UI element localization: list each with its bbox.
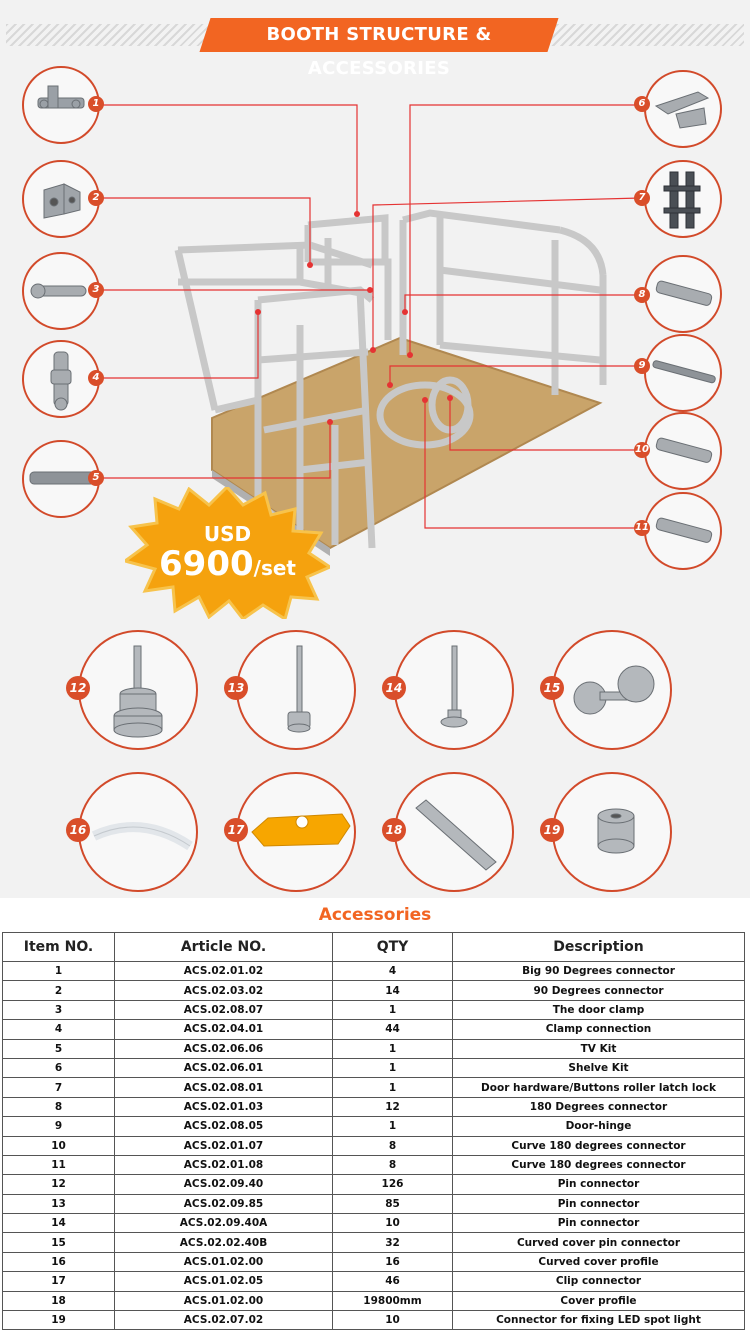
cell-qty: 1 [333,1000,453,1019]
table-row [3,1097,745,1116]
cell-description: Door-hinge [453,1117,745,1136]
cell-qty: 85 [333,1194,453,1213]
page-title: BOOTH STRUCTURE & ACCESSORIES [266,24,492,79]
accessories-title: Accessories [318,905,432,925]
header-description: Description [453,933,745,962]
callout-1-number: 1 [88,96,104,112]
cell-article-no: ACS.02.01.02 [115,962,333,981]
callout-10-curve-180-connector [644,412,722,490]
cell-article-no: ACS.02.01.07 [115,1136,333,1155]
callout-9-door-hinge [644,334,722,412]
cell-qty: 4 [333,962,453,981]
price-amount [125,544,330,584]
callout-14-pin-connector [394,630,514,750]
cell-item-no: 13 [3,1194,115,1213]
callout-11-curve-180-connector [644,492,722,570]
cell-description: Curve 180 degrees connector [453,1155,745,1174]
table-row [3,1155,745,1174]
cell-qty: 1 [333,1117,453,1136]
cell-item-no: 6 [3,1058,115,1077]
cell-description: Curve 180 degrees connector [453,1136,745,1155]
cell-description: The door clamp [453,1000,745,1019]
table-row [3,1136,745,1155]
cell-article-no: ACS.02.01.08 [115,1155,333,1174]
cell-item-no: 16 [3,1252,115,1271]
table-row [3,1000,745,1019]
cell-item-no: 7 [3,1078,115,1097]
cell-description: Connector for fixing LED spot light [453,1311,745,1330]
callout-12-number: 12 [66,676,90,700]
cell-article-no: ACS.02.08.01 [115,1078,333,1097]
callout-19-number: 19 [540,818,564,842]
cell-article-no: ACS.02.08.05 [115,1117,333,1136]
cell-article-no: ACS.02.02.40B [115,1233,333,1252]
table-row [3,1214,745,1233]
callout-6-number: 6 [634,96,650,112]
cell-article-no: ACS.02.03.02 [115,981,333,1000]
cell-item-no: 12 [3,1175,115,1194]
callout-15-curved-cover-pin-connector [552,630,672,750]
cell-article-no: ACS.02.09.40A [115,1214,333,1233]
callout-7-door-latch-lock [644,160,722,238]
cell-qty: 16 [333,1252,453,1271]
cell-qty: 1 [333,1039,453,1058]
callout-13-number: 13 [224,676,248,700]
cell-article-no: ACS.01.02.00 [115,1252,333,1271]
table-row [3,1058,745,1077]
callout-17-number: 17 [224,818,248,842]
cell-article-no: ACS.02.09.40 [115,1175,333,1194]
table-row [3,1175,745,1194]
cell-item-no: 2 [3,981,115,1000]
cell-article-no: ACS.02.07.02 [115,1311,333,1330]
callout-18-number: 18 [382,818,406,842]
cell-item-no: 1 [3,962,115,981]
table-row [3,962,745,981]
callout-19-led-spot-light-connector [552,772,672,892]
cell-description: TV Kit [453,1039,745,1058]
cell-qty: 1 [333,1058,453,1077]
price-unit: /set [253,556,296,580]
table-row [3,981,745,1000]
cell-article-no: ACS.02.06.06 [115,1039,333,1058]
cell-description: Curved cover pin connector [453,1233,745,1252]
cell-description: Pin connector [453,1175,745,1194]
callout-4-number: 4 [88,370,104,386]
accessories-table-body [3,962,745,1330]
cell-qty: 12 [333,1097,453,1116]
cell-description: 90 Degrees connector [453,981,745,1000]
price-value: 6900 [159,544,254,584]
cell-item-no: 8 [3,1097,115,1116]
cell-description: Clamp connection [453,1020,745,1039]
table-header-row [3,933,745,962]
callout-10-number: 10 [634,442,650,458]
cell-qty: 1 [333,1078,453,1097]
table-row [3,1291,745,1310]
cell-description: Cover profile [453,1291,745,1310]
table-row [3,1272,745,1291]
table-row [3,1117,745,1136]
cell-item-no: 10 [3,1136,115,1155]
cell-article-no: ACS.02.06.01 [115,1058,333,1077]
callout-11-number: 11 [634,520,650,536]
cell-qty: 10 [333,1311,453,1330]
table-row [3,1020,745,1039]
cell-item-no: 4 [3,1020,115,1039]
callout-18-cover-profile [394,772,514,892]
cell-item-no: 19 [3,1311,115,1330]
cell-description: Pin connector [453,1214,745,1233]
header-qty: QTY [333,933,453,962]
cell-description: Curved cover profile [453,1252,745,1271]
cell-qty: 10 [333,1214,453,1233]
callout-8-180-degree-connector [644,255,722,333]
cell-article-no: ACS.01.02.00 [115,1291,333,1310]
cell-article-no: ACS.02.04.01 [115,1020,333,1039]
cell-description: 180 Degrees connector [453,1097,745,1116]
cell-article-no: ACS.02.08.07 [115,1000,333,1019]
cell-item-no: 15 [3,1233,115,1252]
callout-2-number: 2 [88,190,104,206]
cell-description: Big 90 Degrees connector [453,962,745,981]
cell-qty: 32 [333,1233,453,1252]
callout-3-number: 3 [88,282,104,298]
callout-16-number: 16 [66,818,90,842]
table-row [3,1233,745,1252]
table-row [3,1078,745,1097]
cell-item-no: 17 [3,1272,115,1291]
callout-12-pin-connector [78,630,198,750]
accessories-table [2,932,745,1330]
table-row [3,1311,745,1330]
header-item-no: Item NO. [3,933,115,962]
callout-8-number: 8 [634,287,650,303]
cell-qty: 8 [333,1136,453,1155]
table-row [3,1039,745,1058]
callout-16-curved-cover-profile [78,772,198,892]
callout-14-number: 14 [382,676,406,700]
cell-description: Door hardware/Buttons roller latch lock [453,1078,745,1097]
header-article-no: Article NO. [115,933,333,962]
cell-article-no: ACS.02.09.85 [115,1194,333,1213]
cell-qty: 46 [333,1272,453,1291]
cell-description: Pin connector [453,1194,745,1213]
cell-qty: 19800mm [333,1291,453,1310]
cell-qty: 14 [333,981,453,1000]
callout-17-clip-connector [236,772,356,892]
cell-article-no: ACS.01.02.05 [115,1272,333,1291]
callout-9-number: 9 [634,358,650,374]
cell-qty: 44 [333,1020,453,1039]
cell-description: Clip connector [453,1272,745,1291]
cell-article-no: ACS.02.01.03 [115,1097,333,1116]
table-row [3,1194,745,1213]
cell-item-no: 5 [3,1039,115,1058]
cell-item-no: 18 [3,1291,115,1310]
callout-6-shelve-kit [644,70,722,148]
callout-13-pin-connector [236,630,356,750]
cell-qty: 126 [333,1175,453,1194]
cell-qty: 8 [333,1155,453,1174]
cell-description: Shelve Kit [453,1058,745,1077]
cell-item-no: 9 [3,1117,115,1136]
callout-15-number: 15 [540,676,564,700]
cell-item-no: 3 [3,1000,115,1019]
cell-item-no: 14 [3,1214,115,1233]
cell-item-no: 11 [3,1155,115,1174]
table-row [3,1252,745,1271]
price-currency: USD [203,522,252,546]
callout-7-number: 7 [634,190,650,206]
callout-5-number: 5 [88,470,104,486]
